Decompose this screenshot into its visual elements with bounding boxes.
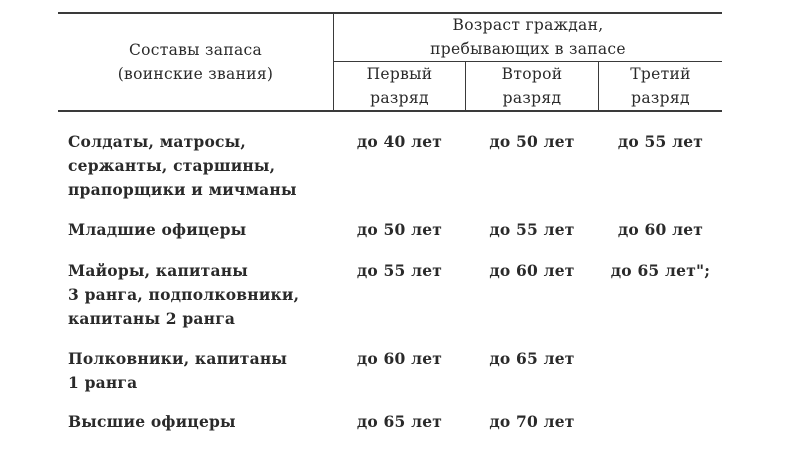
- category-1-header: [334, 62, 465, 110]
- composition-header: [58, 38, 333, 86]
- rank-line: Полковники, капитаны: [68, 349, 288, 368]
- category-1-line-1: Первый: [366, 65, 433, 83]
- age-header-line-2: пребывающих в запасе: [430, 40, 626, 58]
- age-value: до 70 лет: [489, 412, 575, 431]
- rank-line: Солдаты, матросы,: [68, 132, 246, 151]
- age-value: до 65 лет";: [610, 261, 711, 280]
- age-value: до 40 лет: [356, 132, 443, 151]
- rank-line: Майоры, капитаны: [68, 261, 249, 280]
- age-value: до 60 лет: [356, 349, 443, 368]
- header-bottom-rule: [58, 110, 722, 112]
- rank-line: Младшие офицеры: [68, 220, 247, 239]
- rank-line: капитаны 2 ранга: [68, 309, 236, 328]
- age-value: до 55 лет: [356, 261, 443, 280]
- age-header: [334, 13, 722, 61]
- composition-header-line-1: Составы запаса: [128, 41, 263, 59]
- category-2-line-2: разряд: [502, 89, 562, 107]
- table-row-rank: [68, 259, 299, 331]
- rank-line: прапорщики и мичманы: [68, 180, 297, 199]
- table-row-rank: [68, 347, 287, 395]
- rank-line: сержанты, старшины,: [68, 156, 276, 175]
- age-value: до 55 лет: [489, 220, 575, 239]
- age-header-line-1: Возраст граждан,: [452, 16, 604, 34]
- category-3-line-2: разряд: [631, 89, 690, 107]
- table-row-rank: [68, 410, 236, 434]
- composition-header-line-2: (воинские звания): [117, 65, 274, 83]
- age-value: до 65 лет: [489, 349, 575, 368]
- age-value: до 65 лет: [356, 412, 443, 431]
- table-row-rank: [68, 218, 246, 242]
- category-1-line-2: разряд: [370, 89, 429, 107]
- rank-line: 3 ранга, подполковники,: [68, 285, 300, 304]
- age-value: до 50 лет: [489, 132, 575, 151]
- category-3-line-1: Третий: [630, 65, 691, 83]
- age-value: до 50 лет: [356, 220, 443, 239]
- rank-line: 1 ранга: [68, 373, 138, 392]
- table-row-rank: [68, 130, 297, 202]
- age-value: до 55 лет: [617, 132, 704, 151]
- category-2-header: [466, 62, 598, 110]
- age-value: до 60 лет: [489, 261, 575, 280]
- rank-line: Высшие офицеры: [68, 412, 236, 431]
- category-2-line-1: Второй: [501, 65, 563, 83]
- age-value: до 60 лет: [617, 220, 704, 239]
- category-3-header: [599, 62, 722, 110]
